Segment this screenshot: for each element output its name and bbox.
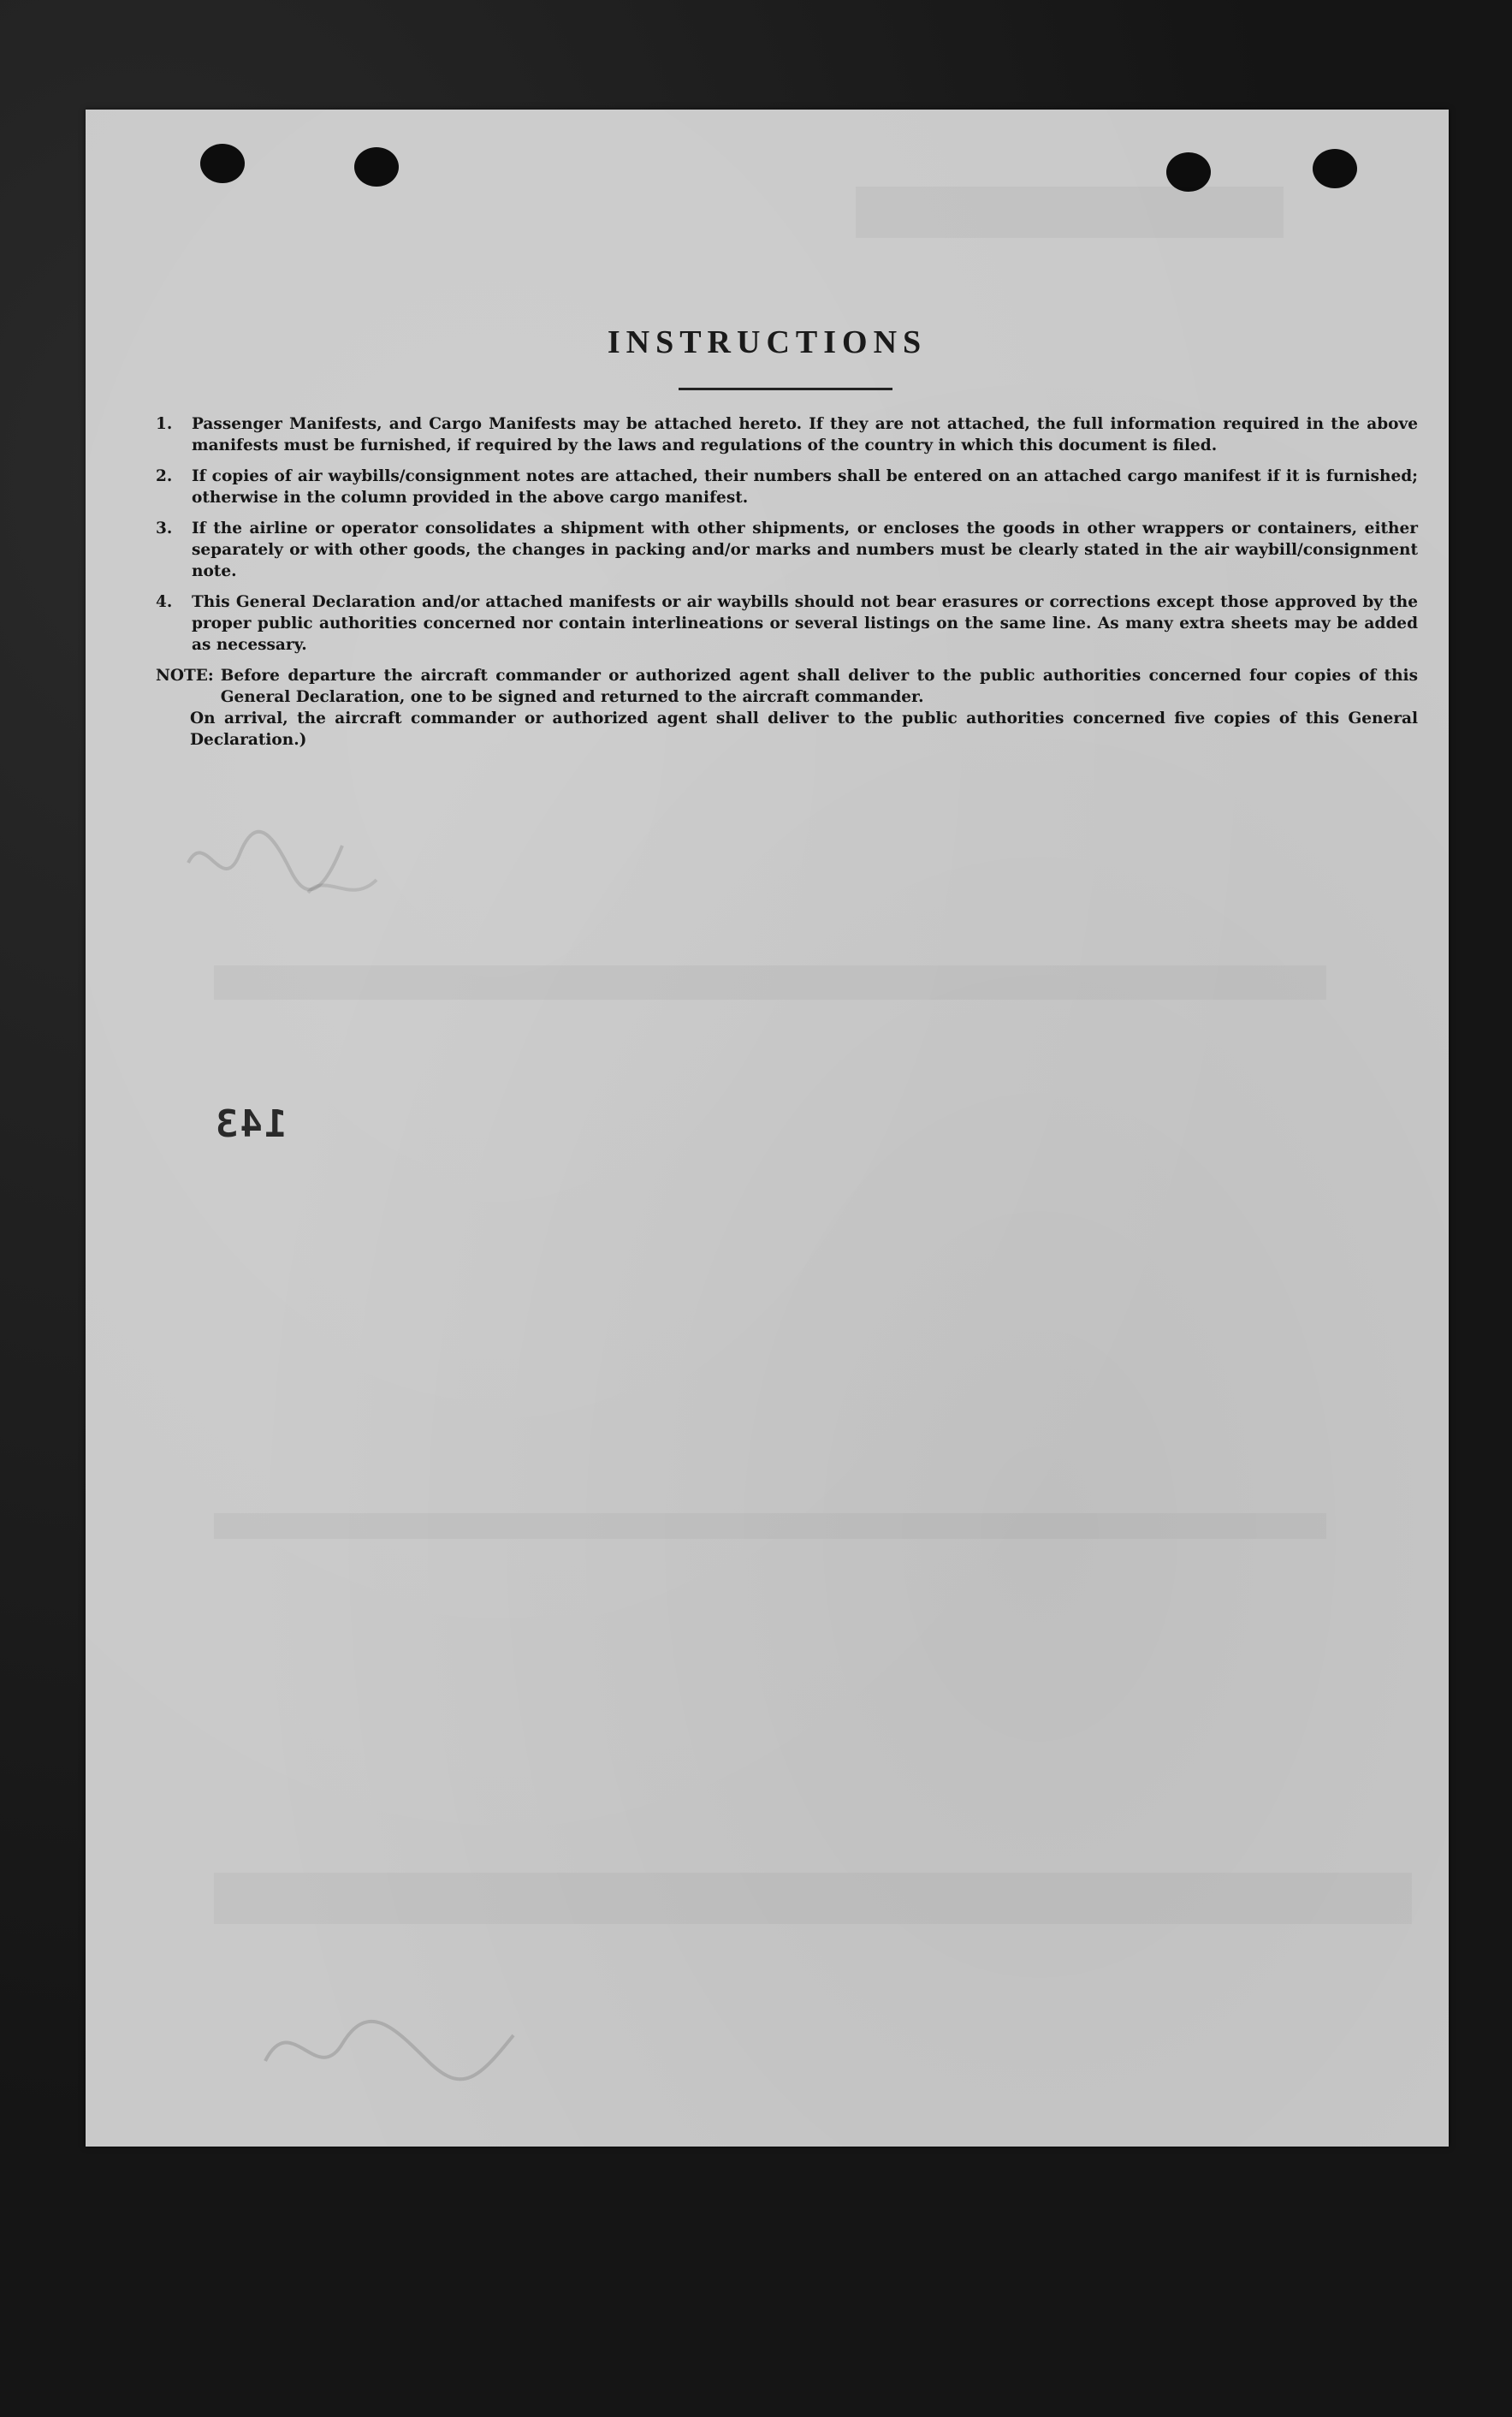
note-arrival-text: On arrival, the aircraft commander or authorized agent shall deliver to the public authorities concerned five copies of this General Declaration.) (190, 710, 1418, 749)
bleed-through-block-2 (214, 965, 1326, 1000)
instructions-list (156, 413, 1418, 751)
mirrored-stamp-number: 143 (214, 1102, 288, 1146)
instruction-item (156, 466, 1418, 508)
instruction-text: Passenger Manifests, and Cargo Manifests may be attached hereto. If they are not attached, the full information required in the above manifests must be furnished, if required by the laws and regulations of the country in which this document is filed. (192, 415, 1418, 454)
faint-handwriting-mark (171, 811, 428, 914)
note-label: NOTE: (156, 667, 214, 685)
instruction-item (156, 591, 1418, 656)
instruction-item (156, 413, 1418, 456)
bleed-through-block-1 (856, 187, 1284, 238)
faint-signature-mark (257, 1992, 599, 2095)
title-underline (679, 388, 892, 390)
instruction-text: If copies of air waybills/consignment notes are attached, their numbers shall be entered on an attached cargo manifest if it is furnished; otherwise in the column provided in the above cargo manifest. (192, 467, 1418, 507)
note-block (156, 665, 1418, 708)
instruction-number: 3. (156, 520, 173, 537)
punch-hole-1 (200, 144, 245, 183)
instruction-number: 2. (156, 467, 173, 485)
bleed-through-block-3 (214, 1513, 1326, 1539)
instructions-title: INSTRUCTIONS (607, 324, 928, 360)
punch-hole-2 (354, 147, 399, 187)
bleed-through-block-4 (214, 1873, 1412, 1924)
instruction-number: 1. (156, 415, 173, 433)
instruction-number: 4. (156, 593, 173, 611)
instruction-text: If the airline or operator consolidates a shipment with other shipments, or encloses the goods in other wrappers or containers, either separately or with other goods, the changes in packing and/or marks and numbers must be clearly stated in the air waybill/consignment note. (192, 520, 1418, 580)
instruction-text: This General Declaration and/or attached manifests or air waybills should not bear erasures or corrections except those approved by the proper public authorities concerned nor contain interlineations or several listings on the same line. As many extra sheets may be added as necessary. (192, 593, 1418, 654)
instruction-item (156, 518, 1418, 582)
document-page (86, 110, 1449, 2147)
note-text: Before departure the aircraft commander or authorized agent shall deliver to the public authorities concerned four copies of this General Declaration, one to be signed and returned to the aircraft commander. (220, 667, 1418, 706)
punch-hole-4 (1313, 149, 1357, 188)
